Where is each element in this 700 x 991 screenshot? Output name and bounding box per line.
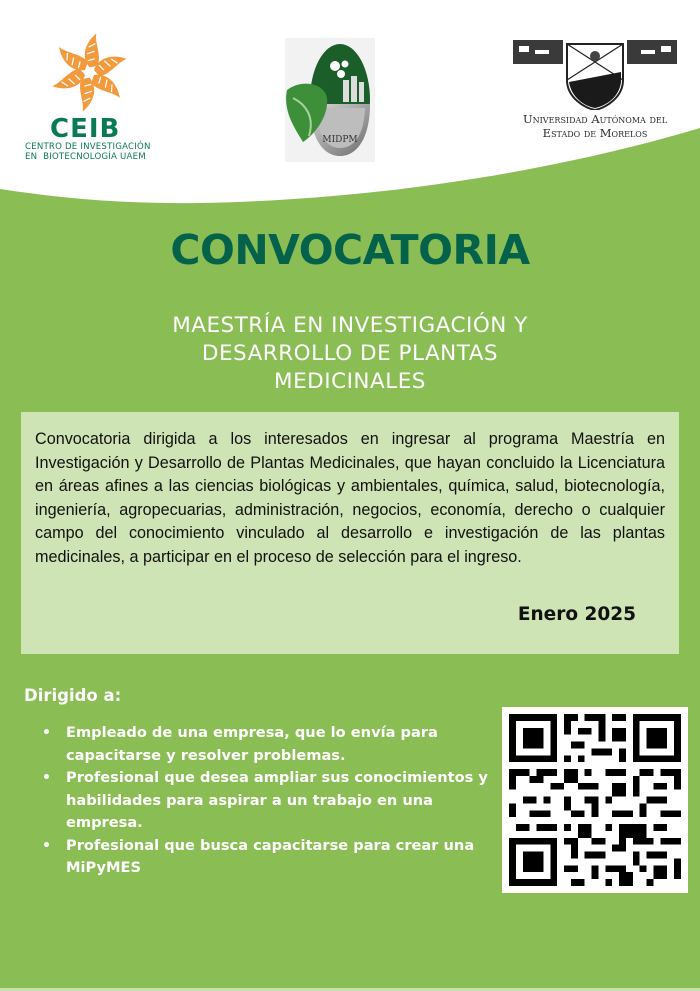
description-text: Convocatoria dirigida a los interesados en ingresar al programa Maestría en Investigación y Desarrollo de Plantas Medicinales, que hayan concluido la Licenciatura en áreas afines a las ciencias biológicas y ambientales, química, salud, biotecnología, ingeniería, agropecuarias, administración, negocios, economía, derecho o cualquier campo del conocimiento vinculado al desarrollo e investigación de las plantas medicinales, a participar en el proceso de selección para el ingreso. xyxy=(35,430,665,566)
ceib-subtitle-line-2: EN BIOTECNOLOGÍA UAEM xyxy=(25,152,146,162)
ceib-subtitle xyxy=(25,142,151,162)
call-date: Enero 2025 xyxy=(517,604,636,625)
audience-item: • Empleado de una empresa, que lo envía para capacitarse y resolver problemas. xyxy=(42,722,502,767)
program-title-line-3: MEDICINALES xyxy=(274,369,426,394)
midpm-logo xyxy=(285,38,375,162)
ceib-wordmark: CEIB xyxy=(50,114,121,144)
page-title: CONVOCATORIA xyxy=(170,226,530,274)
uaem-crest-icon xyxy=(505,36,685,110)
program-title xyxy=(100,312,600,396)
audience-heading: Dirigido a: xyxy=(24,686,122,705)
audience-item: • Profesional que busca capacitarse para crear una MiPyMES xyxy=(42,835,502,880)
uaem-name-line-1: Universidad Autónoma del xyxy=(522,112,668,126)
ceib-subtitle-line-1: CENTRO DE INVESTIGACIÓN xyxy=(25,142,151,152)
qr-code[interactable] xyxy=(502,707,688,893)
uaem-name xyxy=(505,112,685,140)
svg-text:MIDPM: MIDPM xyxy=(322,135,358,145)
program-title-line-2: DESARROLLO DE PLANTAS xyxy=(201,341,499,366)
description-box xyxy=(21,412,679,654)
ceib-logo xyxy=(22,30,162,160)
leaf-capsule-icon xyxy=(285,38,375,162)
dna-star-icon xyxy=(47,30,132,115)
audience-item: • Profesional que desea ampliar sus conocimientos y habilidades para aspirar a un trabajo en una empresa. xyxy=(42,767,502,835)
uaem-name-line-2: Estado de Morelos xyxy=(542,126,648,140)
qr-code-icon xyxy=(509,714,681,886)
uaem-logo xyxy=(505,36,685,140)
program-title-line-1: MAESTRÍA EN INVESTIGACIÓN Y xyxy=(172,313,528,338)
audience-list xyxy=(42,722,502,880)
